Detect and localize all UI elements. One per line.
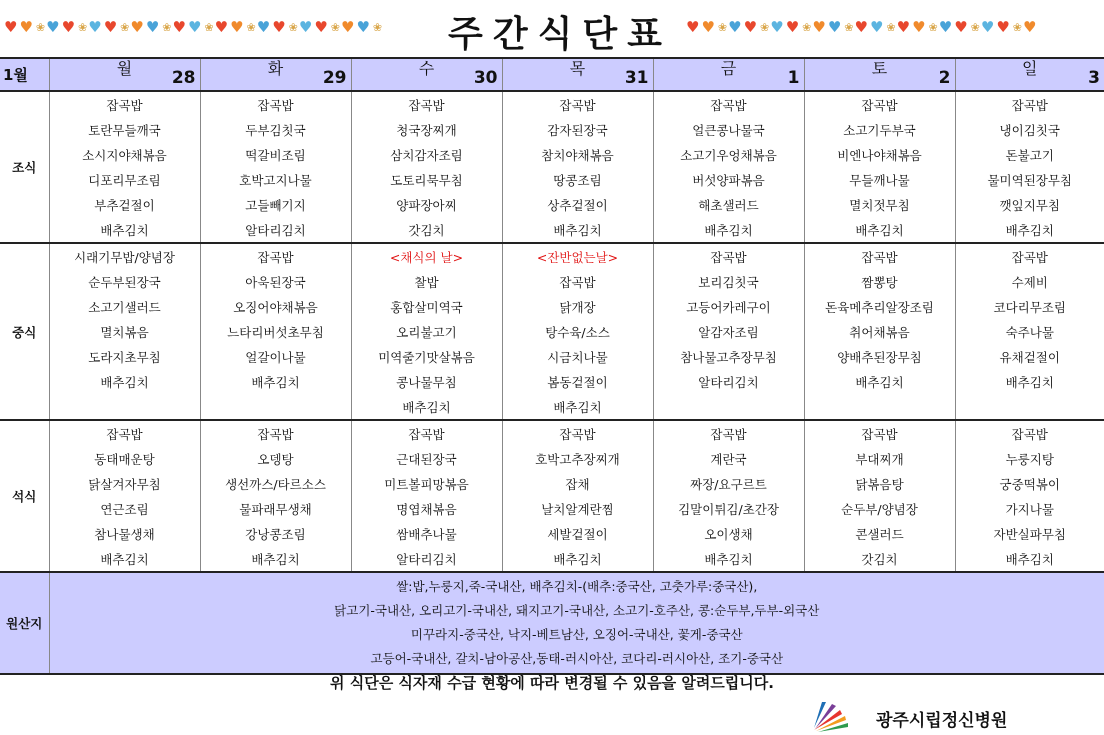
heart-icon: ♥ — [701, 17, 715, 36]
heart-icon: ♥ — [912, 17, 926, 36]
menu-row — [0, 369, 1104, 394]
heart-icon: ♥ — [896, 17, 911, 36]
bow-icon: ❀ — [717, 20, 728, 34]
bow-icon: ❀ — [288, 20, 298, 34]
menu-item: 버섯양파볶음 — [653, 167, 804, 192]
menu-item: 멸치볶음 — [49, 319, 200, 344]
origin-label: 원산지 — [0, 572, 49, 674]
bow-icon: ❀ — [120, 20, 130, 34]
menu-row — [0, 344, 1104, 369]
menu-item: 잡곡밥 — [955, 243, 1104, 269]
menu-item: 쌈배추나물 — [351, 521, 502, 546]
day-header-row — [0, 58, 1104, 91]
menu-item: 날치알계란찜 — [502, 496, 653, 521]
menu-item: 잡곡밥 — [804, 91, 955, 117]
menu-item: 알타리김치 — [653, 369, 804, 394]
menu-item: 도라지초무침 — [49, 344, 200, 369]
menu-item: 연근조림 — [49, 496, 200, 521]
menu-item: 잡곡밥 — [653, 91, 804, 117]
heart-icon: ♥ — [145, 17, 160, 36]
menu-item: 잡곡밥 — [351, 91, 502, 117]
meal-label: 조식 — [0, 91, 49, 243]
menu-row — [0, 117, 1104, 142]
menu-item: 알타리김치 — [351, 546, 502, 572]
menu-item: 누룽지탕 — [955, 446, 1104, 471]
menu-item: 세발겉절이 — [502, 521, 653, 546]
menu-row — [0, 192, 1104, 217]
menu-item: 느타리버섯초무침 — [200, 319, 351, 344]
heart-icon: ♥ — [1023, 17, 1037, 36]
menu-row — [0, 319, 1104, 344]
menu-item: 배추김치 — [653, 217, 804, 243]
menu-item: 얼갈이나물 — [200, 344, 351, 369]
menu-item: 오징어야채볶음 — [200, 294, 351, 319]
menu-item: 해초샐러드 — [653, 192, 804, 217]
menu-item: 자반실파무침 — [955, 521, 1104, 546]
heart-icon: ♥ — [954, 17, 968, 36]
heart-icon: ♥ — [743, 17, 758, 36]
menu-item: 잡곡밥 — [955, 91, 1104, 117]
menu-item: 두부김칫국 — [200, 117, 351, 142]
menu-item: 배추김치 — [955, 217, 1104, 243]
menu-item: 삼치감자조림 — [351, 142, 502, 167]
menu-item: 비엔나야채볶음 — [804, 142, 955, 167]
menu-item: 봄동겉절이 — [502, 369, 653, 394]
menu-item: <채식의 날> — [351, 243, 502, 269]
menu-item: 배추김치 — [653, 546, 804, 572]
bow-icon: ❀ — [204, 20, 214, 34]
menu-item: 호박고지나물 — [200, 167, 351, 192]
menu-item: 배추김치 — [49, 217, 200, 243]
origin-line: 닭고기-국내산, 오리고기-국내산, 돼지고기-국내산, 소고기-호주산, 콩:순두부,두부-외국산 — [334, 603, 820, 618]
menu-item: 알타리김치 — [200, 217, 351, 243]
day-name: 목 — [569, 59, 586, 78]
menu-item: 부대찌개 — [804, 446, 955, 471]
menu-item: 궁중떡볶이 — [955, 471, 1104, 496]
menu-item: 갓김치 — [804, 546, 955, 572]
menu-item: 순두부/양념장 — [804, 496, 955, 521]
menu-item — [804, 394, 955, 420]
heart-icon: ♥ — [938, 17, 953, 36]
menu-item: 물파래무생채 — [200, 496, 351, 521]
menu-item: 잡곡밥 — [200, 420, 351, 446]
menu-item: 취어채볶음 — [804, 319, 955, 344]
menu-item: 잡곡밥 — [653, 243, 804, 269]
menu-item: 미트볼피망볶음 — [351, 471, 502, 496]
menu-item: 배추김치 — [49, 369, 200, 394]
menu-item: 잡곡밥 — [49, 420, 200, 446]
bow-icon: ❀ — [372, 20, 383, 34]
menu-item: 숙주나물 — [955, 319, 1104, 344]
menu-row — [0, 496, 1104, 521]
day-name: 수 — [418, 59, 435, 78]
month-label: 1월 — [0, 58, 49, 91]
day-header-0 — [49, 58, 200, 91]
menu-item: 물미역된장무침 — [955, 167, 1104, 192]
origin-line: 미꾸라지-중국산, 낙지-베트남산, 오징어-국내산, 꽃게-중국산 — [410, 627, 743, 642]
menu-item: 콘샐러드 — [804, 521, 955, 546]
meal-label: 중식 — [0, 243, 49, 420]
bow-icon: ❀ — [162, 20, 172, 34]
bow-icon: ❀ — [760, 20, 770, 34]
menu-item: 배추김치 — [955, 369, 1104, 394]
menu-item — [200, 394, 351, 420]
menu-item: 잡곡밥 — [804, 243, 955, 269]
day-name: 토 — [871, 59, 888, 78]
menu-item: 배추김치 — [502, 546, 653, 572]
menu-item: 도토리묵무침 — [351, 167, 502, 192]
heart-icon: ♥ — [61, 17, 76, 36]
menu-item — [49, 394, 200, 420]
heart-icon: ♥ — [88, 17, 102, 36]
menu-item: 시래기무밥/양념장 — [49, 243, 200, 269]
hospital-name: 광주시립정신병원 — [876, 711, 1008, 731]
menu-row — [0, 521, 1104, 546]
menu-item: 떡갈비조림 — [200, 142, 351, 167]
menu-item: 잡곡밥 — [200, 243, 351, 269]
menu-item: 배추김치 — [49, 546, 200, 572]
bow-icon: ❀ — [1012, 20, 1022, 34]
menu-item: 찰밥 — [351, 269, 502, 294]
menu-item: 짜장/요구르트 — [653, 471, 804, 496]
menu-item: 유채겉절이 — [955, 344, 1104, 369]
bow-icon: ❀ — [35, 20, 46, 34]
menu-item: 잡곡밥 — [653, 420, 804, 446]
menu-item: 땅콩조림 — [502, 167, 653, 192]
menu-item: 근대된장국 — [351, 446, 502, 471]
meal-label: 석식 — [0, 420, 49, 572]
heart-icon: ♥ — [996, 17, 1010, 36]
hospital-logo-icon — [812, 700, 856, 734]
menu-item: 아욱된장국 — [200, 269, 351, 294]
menu-item: 상추겉절이 — [502, 192, 653, 217]
heart-icon: ♥ — [854, 17, 868, 36]
menu-item: 멸치젓무침 — [804, 192, 955, 217]
menu-item: 배추김치 — [351, 394, 502, 420]
menu-item: 배추김치 — [200, 546, 351, 572]
heart-icon: ♥ — [130, 17, 144, 36]
menu-item: 참치야채볶음 — [502, 142, 653, 167]
page-title: 주간식단표 — [448, 14, 672, 55]
menu-item: 닭살겨자무침 — [49, 471, 200, 496]
heart-icon: ♥ — [728, 17, 742, 36]
origin-line: 쌀:밥,누룽지,죽-국내산, 배추김치-(배추:중국산, 고춧가루:중국산), — [396, 579, 758, 594]
menu-item: 미역줄기맛살볶음 — [351, 344, 502, 369]
heart-icon: ♥ — [230, 17, 244, 36]
menu-row — [0, 142, 1104, 167]
day-name: 금 — [720, 59, 737, 78]
day-number: 31 — [624, 68, 649, 88]
menu-item: 짬뽕탕 — [804, 269, 955, 294]
heart-garland-left — [4, 14, 434, 40]
menu-item: 잡곡밥 — [49, 91, 200, 117]
menu-row — [0, 394, 1104, 420]
heart-icon: ♥ — [827, 17, 842, 36]
heart-icon: ♥ — [314, 17, 328, 36]
menu-item: 호박고추장찌개 — [502, 446, 653, 471]
day-number: 3 — [1088, 68, 1100, 88]
bow-icon: ❀ — [330, 20, 340, 34]
menu-item: 소고기두부국 — [804, 117, 955, 142]
menu-item: 감자된장국 — [502, 117, 653, 142]
menu-item: 잡채 — [502, 471, 653, 496]
menu-item: 소고기우엉채볶음 — [653, 142, 804, 167]
heart-icon: ♥ — [4, 17, 18, 36]
menu-item: 잡곡밥 — [502, 269, 653, 294]
menu-item: 배추김치 — [502, 394, 653, 420]
menu-item: 탕수육/소스 — [502, 319, 653, 344]
menu-item: 오이생채 — [653, 521, 804, 546]
menu-item: 동태매운탕 — [49, 446, 200, 471]
heart-icon: ♥ — [272, 17, 286, 36]
menu-item: 홍합살미역국 — [351, 294, 502, 319]
menu-item — [653, 394, 804, 420]
heart-icon: ♥ — [19, 17, 33, 36]
bow-icon: ❀ — [886, 20, 896, 34]
day-header-2 — [351, 58, 502, 91]
menu-item: 배추김치 — [955, 546, 1104, 572]
menu-item: 계란국 — [653, 446, 804, 471]
menu-item: 참나물고추장무침 — [653, 344, 804, 369]
heart-garland-right — [686, 14, 1100, 40]
menu-item: <잔반없는날> — [502, 243, 653, 269]
menu-item: 깻잎지무침 — [955, 192, 1104, 217]
menu-item: 무들깨나물 — [804, 167, 955, 192]
weekly-menu-table — [0, 57, 1104, 675]
menu-item: 오리불고기 — [351, 319, 502, 344]
menu-item: 생선까스/타르소스 — [200, 471, 351, 496]
menu-item: 청국장찌개 — [351, 117, 502, 142]
menu-item: 배추김치 — [200, 369, 351, 394]
day-header-1 — [200, 58, 351, 91]
menu-item: 잡곡밥 — [804, 420, 955, 446]
heart-icon: ♥ — [256, 17, 271, 36]
page-header — [0, 0, 1104, 57]
menu-row — [0, 269, 1104, 294]
menu-row — [0, 217, 1104, 243]
heart-icon: ♥ — [686, 17, 700, 36]
menu-row — [0, 546, 1104, 572]
menu-item: 보리김칫국 — [653, 269, 804, 294]
day-number: 2 — [938, 68, 951, 88]
menu-item: 고등어카레구이 — [653, 294, 804, 319]
menu-row — [0, 294, 1104, 319]
menu-item: 갓김치 — [351, 217, 502, 243]
menu-row — [0, 91, 1104, 117]
heart-icon: ♥ — [103, 17, 118, 36]
heart-icon: ♥ — [356, 17, 370, 36]
menu-item: 참나물생채 — [49, 521, 200, 546]
menu-row — [0, 167, 1104, 192]
menu-item: 부추겉절이 — [49, 192, 200, 217]
menu-row — [0, 420, 1104, 446]
heart-icon: ♥ — [187, 17, 202, 36]
heart-icon: ♥ — [46, 17, 60, 36]
day-header-6 — [955, 58, 1104, 91]
bow-icon: ❀ — [844, 20, 854, 34]
menu-item: 배추김치 — [804, 369, 955, 394]
menu-item: 잡곡밥 — [502, 91, 653, 117]
menu-item: 오뎅탕 — [200, 446, 351, 471]
heart-icon: ♥ — [214, 17, 229, 36]
menu-item: 잡곡밥 — [502, 420, 653, 446]
menu-item: 콩나물무침 — [351, 369, 502, 394]
bow-icon: ❀ — [928, 20, 938, 34]
day-name: 월 — [116, 59, 133, 78]
menu-item: 잡곡밥 — [351, 420, 502, 446]
menu-item: 토란무들깨국 — [49, 117, 200, 142]
menu-item: 시금치나물 — [502, 344, 653, 369]
day-number: 1 — [787, 68, 800, 88]
menu-item: 디포리무조림 — [49, 167, 200, 192]
menu-item: 수제비 — [955, 269, 1104, 294]
heart-icon: ♥ — [298, 17, 313, 36]
menu-item: 배추김치 — [502, 217, 653, 243]
bow-icon: ❀ — [78, 20, 88, 34]
menu-row — [0, 243, 1104, 269]
day-name: 화 — [267, 59, 284, 78]
heart-icon: ♥ — [980, 17, 995, 36]
menu-item: 김말이튀김/초간장 — [653, 496, 804, 521]
day-name: 일 — [1022, 59, 1038, 78]
menu-item: 잡곡밥 — [955, 420, 1104, 446]
heart-icon: ♥ — [770, 17, 784, 36]
menu-item: 명엽채볶음 — [351, 496, 502, 521]
menu-item: 가지나물 — [955, 496, 1104, 521]
menu-item: 배추김치 — [804, 217, 955, 243]
bow-icon: ❀ — [802, 20, 812, 34]
origin-info — [49, 572, 1104, 674]
menu-item: 돈육메추리알장조림 — [804, 294, 955, 319]
day-number: 30 — [473, 68, 498, 88]
menu-item: 냉이김칫국 — [955, 117, 1104, 142]
day-header-3 — [502, 58, 653, 91]
notice-text: 위 식단은 식자재 수급 현황에 따라 변경될 수 있음을 알려드립니다. — [330, 674, 774, 692]
day-header-4 — [653, 58, 804, 91]
menu-item — [955, 394, 1104, 420]
menu-item: 돈불고기 — [955, 142, 1104, 167]
day-number: 29 — [322, 68, 347, 88]
menu-item: 잡곡밥 — [200, 91, 351, 117]
menu-row — [0, 446, 1104, 471]
menu-item: 닭개장 — [502, 294, 653, 319]
menu-item: 소시지야채볶음 — [49, 142, 200, 167]
day-header-5 — [804, 58, 955, 91]
day-number: 28 — [171, 68, 196, 88]
menu-item: 양파장아찌 — [351, 192, 502, 217]
menu-item: 강낭콩조림 — [200, 521, 351, 546]
menu-item: 코다리무조림 — [955, 294, 1104, 319]
menu-item: 소고기샐러드 — [49, 294, 200, 319]
heart-icon: ♥ — [172, 17, 186, 36]
menu-item: 고들빼기지 — [200, 192, 351, 217]
heart-icon: ♥ — [341, 17, 355, 36]
origin-row — [0, 572, 1104, 674]
heart-icon: ♥ — [812, 17, 826, 36]
menu-item: 양배추된장무침 — [804, 344, 955, 369]
menu-row — [0, 471, 1104, 496]
origin-line: 고등어-국내산, 갈치-남아공산,동태-러시아산, 코다리-러시아산, 조기-중국산 — [370, 651, 784, 666]
heart-icon: ♥ — [785, 17, 800, 36]
menu-item: 닭볶음탕 — [804, 471, 955, 496]
bow-icon: ❀ — [970, 20, 980, 34]
menu-item: 순두부된장국 — [49, 269, 200, 294]
menu-item: 알감자조림 — [653, 319, 804, 344]
bow-icon: ❀ — [246, 20, 256, 34]
menu-item: 얼큰콩나물국 — [653, 117, 804, 142]
heart-icon: ♥ — [869, 17, 884, 36]
